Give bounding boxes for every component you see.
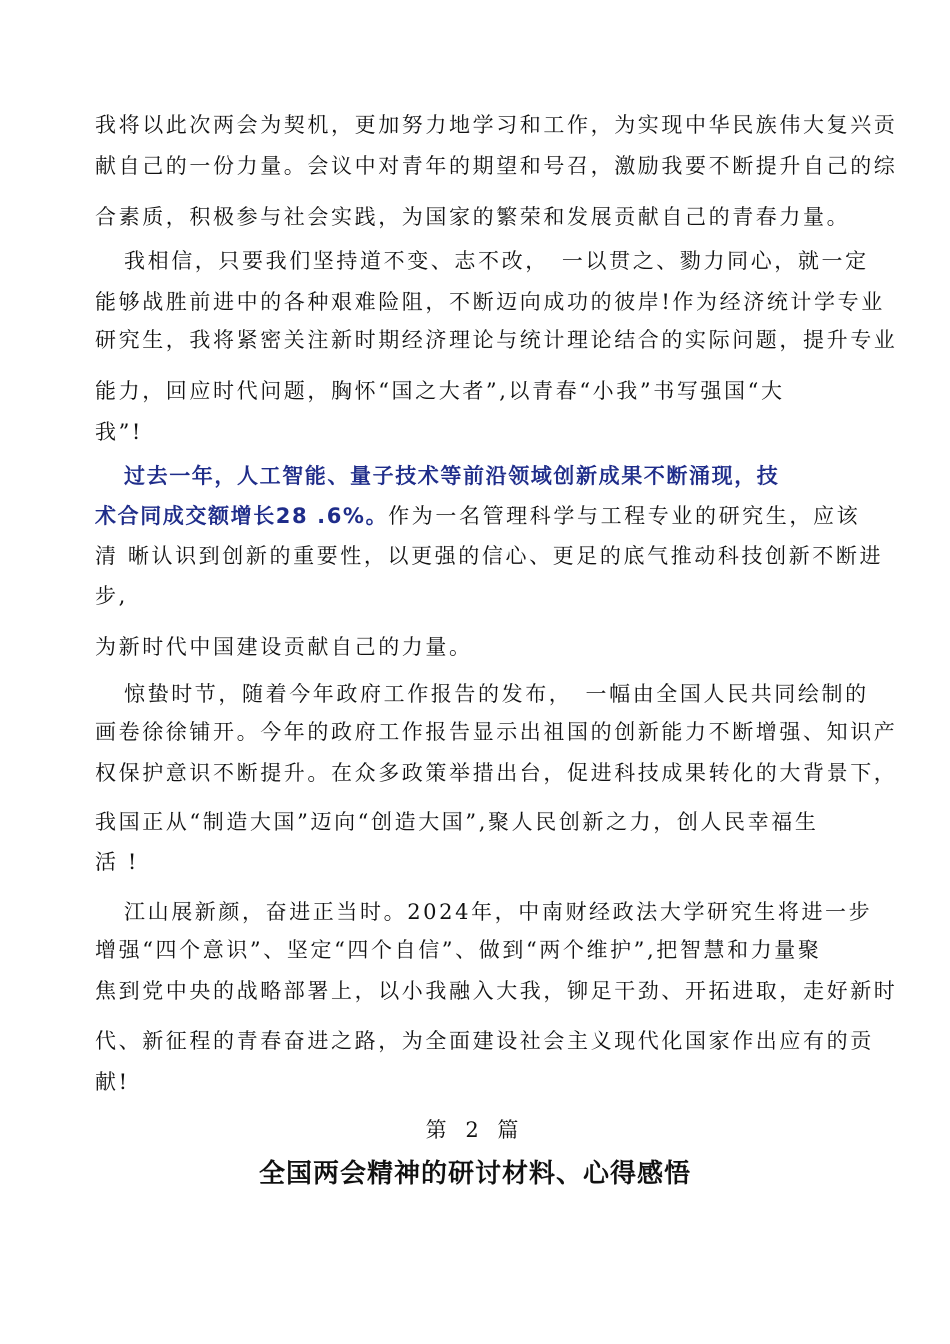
section-number: 第 2 篇 — [425, 1118, 525, 1142]
paragraph-line: 研究生，我将紧密关注新时期经济理论与统计理论结合的实际问题，提升专业 — [95, 328, 898, 352]
paragraph-text: 作为一名管理科学与工程专业的研究生，应该 — [388, 504, 861, 528]
section-title: 全国两会精神的研讨材料、心得感悟 — [258, 1159, 691, 1189]
paragraph-line: 权保护意识不断提升。在众多政策举措出台，促进科技成果转化的大背景下， — [95, 761, 898, 785]
paragraph-line: 画卷徐徐铺开。今年的政府工作报告显示出祖国的创新能力不断增强、知识产 — [95, 720, 898, 744]
paragraph-line: 活 ! — [95, 850, 139, 874]
paragraph-line: 我国正从“制造大国”迈向“创造大国”,聚人民创新之力，创人民幸福生 — [95, 810, 819, 834]
paragraph-line: 为新时代中国建设贡献自己的力量。 — [95, 635, 473, 659]
paragraph-line: 能够战胜前进中的各种艰难险阻，不断迈向成功的彼岸!作为经济统计学专业 — [95, 290, 885, 314]
paragraph-line: 增强“四个意识”、坚定“四个自信”、做到“两个维护”,把智慧和力量聚 — [95, 938, 822, 962]
paragraph-line: 代、新征程的青春奋进之路，为全面建设社会主义现代化国家作出应有的贡 — [95, 1029, 874, 1053]
paragraph-line: 惊蛰时节，随着今年政府工作报告的发布， 一幅由全国人民共同绘制的 — [124, 682, 869, 706]
paragraph-line: 焦到党中央的战略部署上，以小我融入大我，铆足干劲、开拓进取，走好新时 — [95, 979, 898, 1003]
paragraph-line: 清 晰认识到创新的重要性，以更强的信心、更足的底气推动科技创新不断进 — [95, 544, 884, 568]
paragraph-line: 我”! — [95, 420, 143, 444]
highlight-text: 术合同成交额增长28 .6%。 — [95, 504, 389, 528]
highlight-line: 过去一年，人工智能、量子技术等前沿领域创新成果不断涌现，技 — [124, 464, 780, 488]
paragraph-line: 献! — [95, 1070, 130, 1094]
paragraph-line: 能力，回应时代问题，胸怀“国之大者”,以青春“小我”书写强国“大 — [95, 379, 785, 403]
paragraph-line: 步, — [95, 584, 128, 608]
paragraph-line: 合素质，积极参与社会实践，为国家的繁荣和发展贡献自己的青春力量。 — [95, 205, 851, 229]
paragraph-line: 献自己的一份力量。会议中对青年的期望和号召，激励我要不断提升自己的综 — [95, 154, 898, 178]
mixed-line — [95, 502, 860, 530]
paragraph-line: 我将以此次两会为契机，更加努力地学习和工作，为实现中华民族伟大复兴贡 — [95, 113, 898, 137]
paragraph-line: 江山展新颜，奋进正当时。2024年，中南财经政法大学研究生将进一步 — [124, 900, 873, 924]
paragraph-line: 我相信，只要我们坚持道不变、志不改， 一以贯之、勠力同心，就一定 — [124, 249, 869, 273]
